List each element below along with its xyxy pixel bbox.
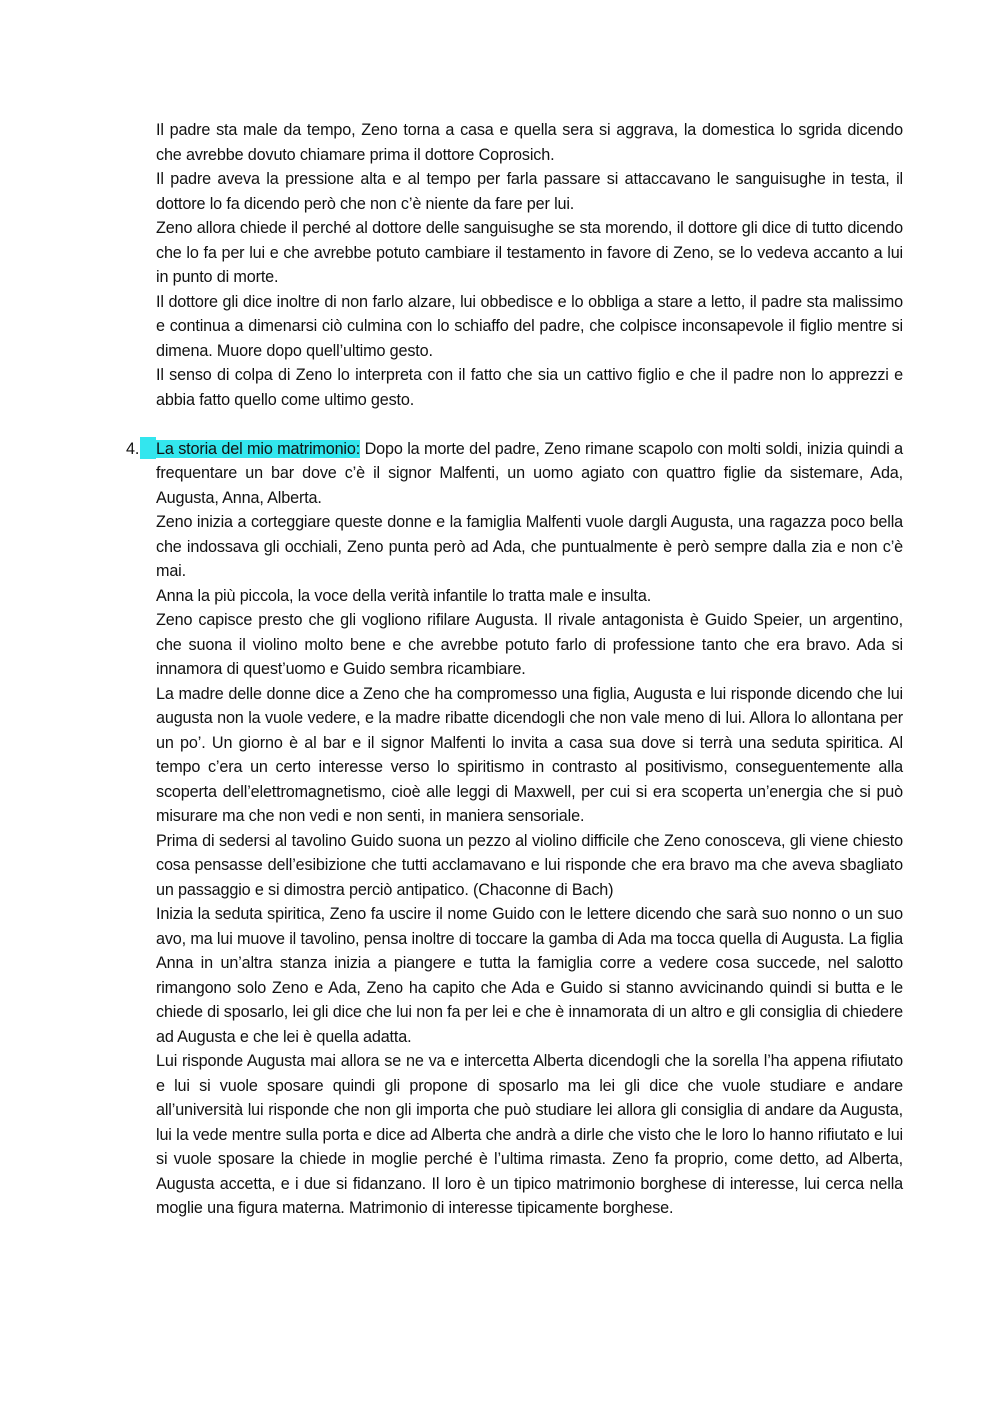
paragraph: Zeno allora chiede il perché al dottore delle sanguisughe se sta morendo, il dottore gli dice di tutto dicendo che lo fa per lui e che avrebbe potuto cambiare il testamento in favore di Zeno, se lo vedeva accanto a lui in punto di morte. bbox=[156, 219, 903, 286]
section-intro-text: Dopo la morte del padre, Zeno rimane scapolo con molti soldi, inizia quindi a frequentare un bar dove c’è il signor Malfenti, un uomo agiato con quattro figlie da sistemare, Ada, Augusta, Anna, Alberta. bbox=[156, 439, 903, 507]
list-number-text: 4. bbox=[126, 439, 140, 458]
paragraph: Inizia la seduta spiritica, Zeno fa uscire il nome Guido con le lettere dicendo che sarà suo nonno o un suo avo, ma lui muove il tavolino, pensa inoltre di toccare la gamba di Ada ma tocca quella di Augusta. La figlia Anna in un’altra stanza inizia a piangere e tutta la famiglia corre a vedere cosa succede, nel salotto rimangono solo Zeno e Ada, Zeno ha capito che Ada e Guido si stanno avvicinando quindi si butta e le chiede di sposarlo, lei gli dice che lui non fa per lei e che è innamorata di un altro e gli consiglia di chiedere ad Augusta e che lei è quella adatta. bbox=[156, 905, 903, 1046]
paragraph: Il dottore gli dice inoltre di non farlo alzare, lui obbedisce e lo obbliga a stare a letto, il padre sta malissimo e continua a dimenarsi ciò culmina con lo schiaffo del padre, che colpisce inconsapevole il figlio mentre si dimena. Muore dopo quell’ultimo gesto. bbox=[156, 292, 903, 360]
highlighted-section-title: La storia del mio matrimonio: bbox=[156, 439, 361, 458]
paragraph: Il senso di colpa di Zeno lo interpreta con il fatto che sia un cattivo figlio e che il padre non lo apprezzi e abbia fatto quello come ultimo gesto. bbox=[156, 366, 903, 409]
paragraph: Zeno inizia a corteggiare queste donne e la famiglia Malfenti vuole dargli Augusta, una ragazza poco bella che indossava gli occhiali, Zeno punta però ad Ada, che puntualmente è però sempre dalla zia e non c’è mai. bbox=[156, 513, 903, 580]
numbered-section bbox=[126, 437, 903, 1221]
section-intro bbox=[156, 437, 903, 511]
paragraph: Il padre sta male da tempo, Zeno torna a casa e quella sera si aggrava, la domestica lo sgrida dicendo che avrebbe dovuto chiamare prima il dottore Coprosich. bbox=[156, 121, 903, 164]
highlight-lead bbox=[140, 437, 156, 459]
paragraph: Il padre aveva la pressione alta e al tempo per farla passare si attaccavano le sanguisughe in testa, il dottore lo fa dicendo però che non c’è niente da fare per lui. bbox=[156, 170, 903, 213]
paragraph: Anna la più piccola, la voce della verità infantile lo tratta male e insulta. bbox=[156, 586, 652, 605]
paragraph: Lui risponde Augusta mai allora se ne va e intercetta Alberta dicendogli che la sorella l’ha appena rifiutato e lui si vuole sposare quindi gli propone di sposarlo ma lei gli dice che vuole studiare e andare all’università lui risponde che non gli importa che può studiare lei allora gli consiglia di andare da Augusta, lui la vede mentre sulla porta e dice ad Alberta che andrà a dirle che visto che le loro lo hanno rifiutato e lui si vuole sposare la chiede in moglie perché è l’ultima rimasta. Zeno fa proprio, come detto, ad Alberta, Augusta accetta, e i due si fidanzano. Il loro è un tipico matrimonio borghese di interesse, lui cerca nella moglie una figura materna. Matrimonio di interesse tipicamente borghese. bbox=[156, 1052, 903, 1217]
document-page bbox=[126, 118, 903, 1221]
paragraph: La madre delle donne dice a Zeno che ha compromesso una figlia, Augusta e lui risponde dicendo che lui augusta non la vuole vedere, e la madre ribatte dicendogli che non vale meno di lui. Allora lo allontana per un po’. Un giorno è al bar e il signor Malfenti lo invita a casa sua dove si terrà una seduta spiritica. Al tempo c’era un certo interesse verso lo spiritismo in contrasto al positivismo, conseguentemente alla scoperta dell’elettromagnetismo, cioè alle leggi di Maxwell, per cui si era scoperta un’energia che si può misurare ma che non vedi e non senti, in maniera sensoriale. bbox=[156, 684, 903, 825]
paragraph-spacer bbox=[156, 412, 903, 437]
paragraph: Zeno capisce presto che gli vogliono rifilare Augusta. Il rivale antagonista è Guido Speier, un argentino, che suona il violino molto bene e che avrebbe potuto farlo di professione tanto che era bravo. Ada si innamora di quest’uomo e Guido sembra ricambiare. bbox=[156, 611, 903, 678]
paragraph: Prima di sedersi al tavolino Guido suona un pezzo al violino difficile che Zeno conosceva, gli viene chiesto cosa pensasse dell’esibizione che tutti acclamavano e lui risponde che era bravo ma che aveva sbagliato un passaggio e si dimostra perciò antipatico. (Chaconne di Bach) bbox=[156, 831, 903, 899]
